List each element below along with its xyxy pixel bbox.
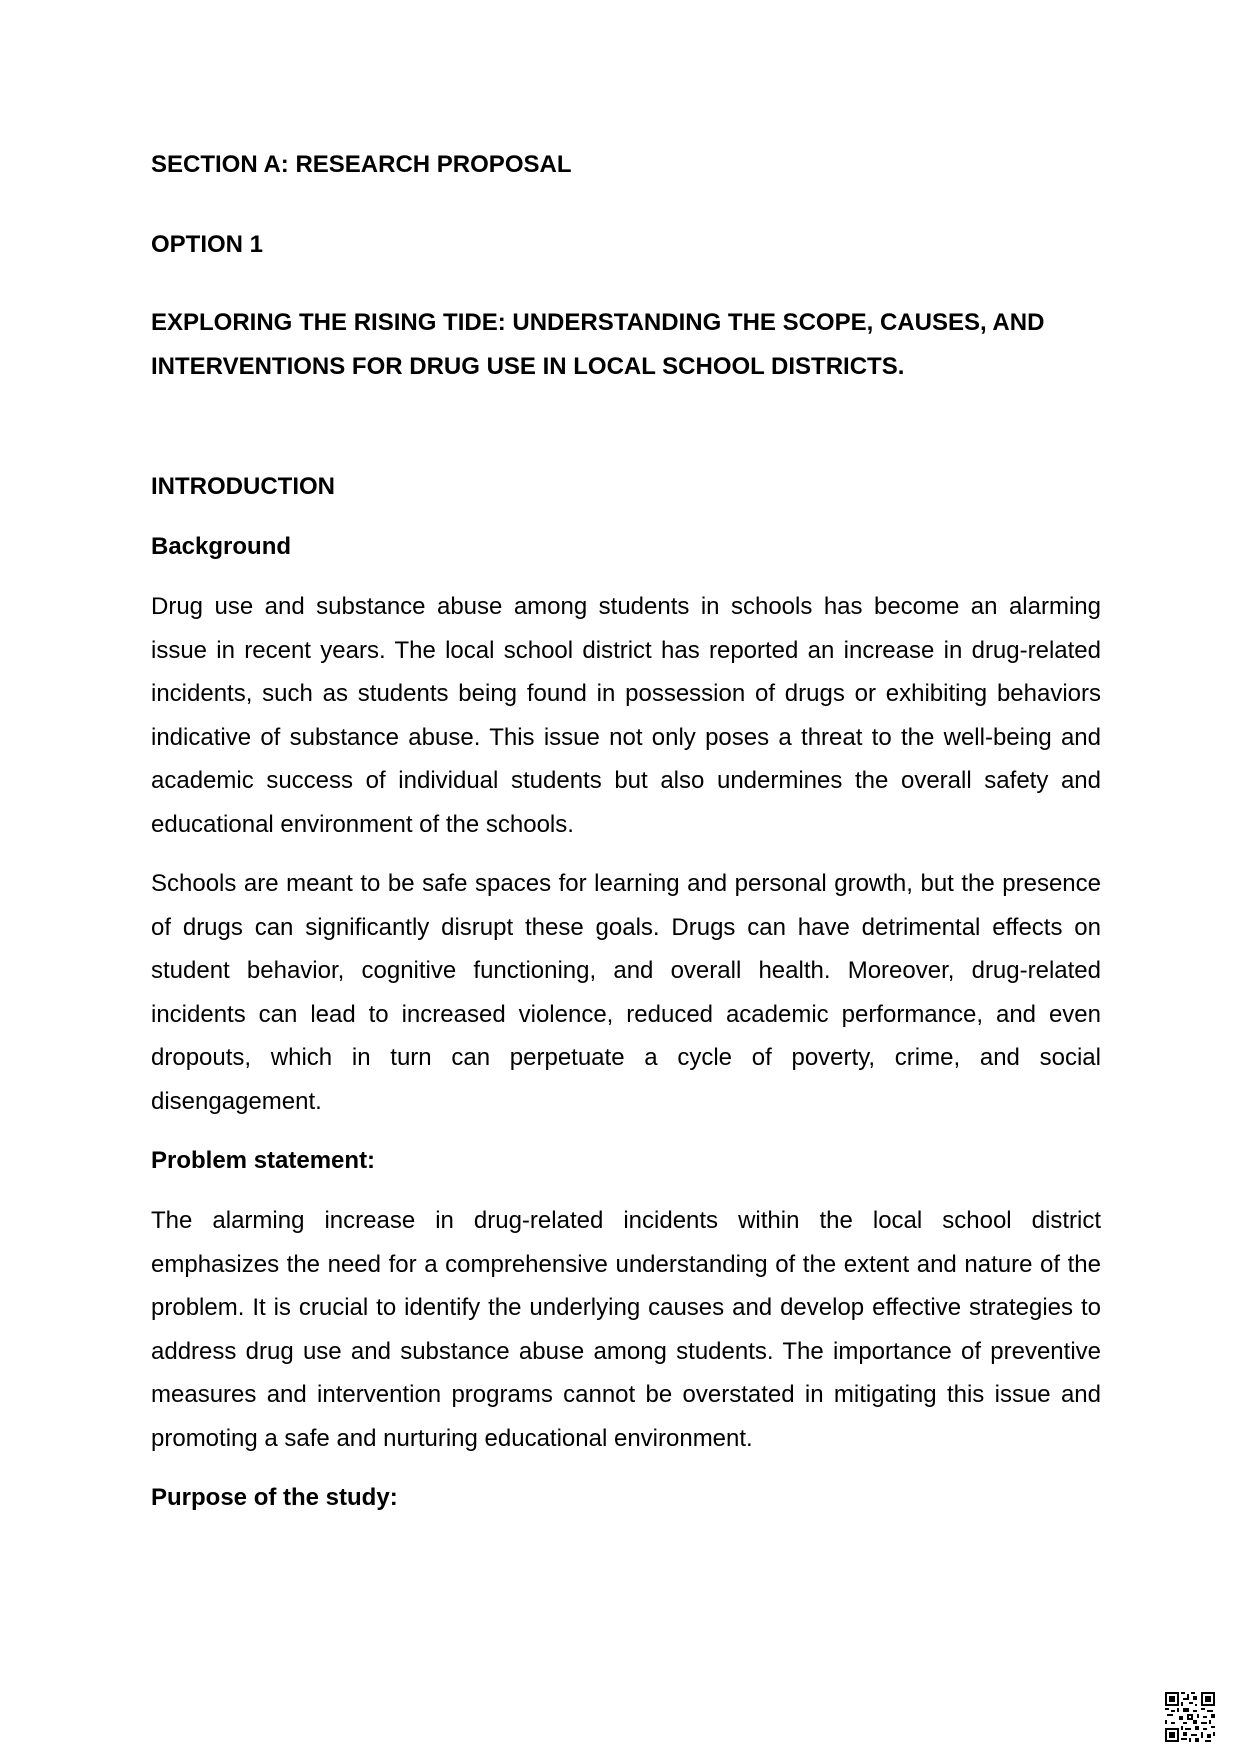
document-body: [151, 143, 1101, 1536]
option-label: OPTION 1: [151, 231, 264, 258]
introduction-heading: INTRODUCTION: [151, 473, 335, 500]
section-title: SECTION A: RESEARCH PROPOSAL: [151, 151, 572, 178]
purpose-heading: Purpose of the study:: [151, 1484, 398, 1511]
background-heading: Background: [151, 533, 292, 560]
problem-statement-paragraph: The alarming increase in drug-related incidents within the local school district emphasizes the need for a comprehensive understanding of the extent and nature of the problem. It is crucial to identify the underlying causes and develop effective strategies to address drug use and substance abuse among students. The importance of preventive measures and intervention programs cannot be overstated in mitigating this issue and promoting a safe and nurturing educational environment.: [151, 1207, 1101, 1452]
qr-code-icon: [1165, 1692, 1215, 1742]
background-paragraph-2: Schools are meant to be safe spaces for learning and personal growth, but the presence of drugs can significantly disrupt these goals. Drugs can have detrimental effects on student behavior, cognitive functioning, and overall health. Moreover, drug-related incidents can lead to increased violence, reduced academic performance, and even dropouts, which in turn can perpetuate a cycle of poverty, crime, and social disengagement.: [151, 870, 1101, 1115]
background-paragraph-1: Drug use and substance abuse among students in schools has become an alarming issue in recent years. The local school district has reported an increase in drug-related incidents, such as students being found in possession of drugs or exhibiting behaviors indicative of substance abuse. This issue not only poses a threat to the well-being and academic success of individual students but also undermines the overall safety and educational environment of the schools.: [151, 593, 1101, 838]
proposal-title: EXPLORING THE RISING TIDE: UNDERSTANDING THE SCOPE, CAUSES, AND INTERVENTIONS FOR DRUG USE IN LOCAL SCHOOL DISTRICTS.: [151, 309, 1045, 380]
problem-statement-heading: Problem statement:: [151, 1147, 376, 1174]
